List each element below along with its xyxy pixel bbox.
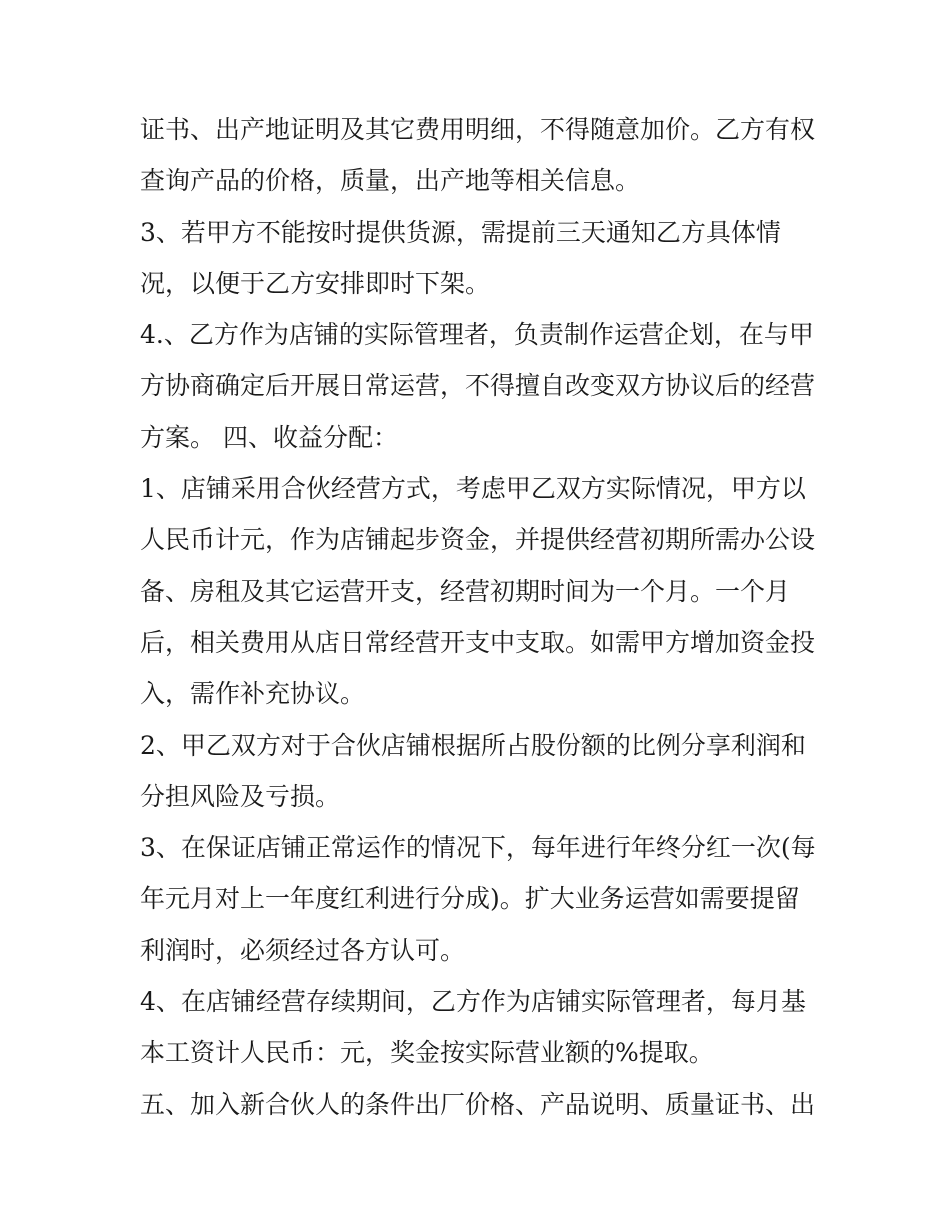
document-body — [140, 104, 820, 1130]
text-line: 本工资计人民币：元，奖金按实际营业额的%提取。 — [140, 1038, 714, 1068]
text-line: 4.、乙方作为店铺的实际管理者，负责制作运营企划，在与甲 — [140, 320, 814, 350]
text-line: 五、加入新合伙人的条件出厂价格、产品说明、质量证书、出 — [140, 1089, 816, 1119]
text-line: 2、甲乙双方对于合伙店铺根据所占股份额的比例分享利润和 — [140, 730, 806, 760]
text-line: 人民币计元，作为店铺起步资金，并提供经营初期所需办公设 — [140, 525, 816, 555]
text-line: 利润时，必须经过各方认可。 — [140, 935, 466, 965]
text-line: 后，相关费用从店日常经营开支中支取。如需甲方增加资金投 — [140, 627, 816, 657]
text-line: 备、房租及其它运营开支，经营初期时间为一个月。一个月 — [140, 576, 791, 606]
text-line: 4、在店铺经营存续期间，乙方作为店铺实际管理者，每月基 — [140, 987, 806, 1017]
text-line: 方案。 四、收益分配： — [140, 422, 398, 452]
text-line: 方协商确定后开展日常运营，不得擅自改变双方协议后的经营 — [140, 371, 816, 401]
text-line: 1、店铺采用合伙经营方式，考虑甲乙双方实际情况，甲方以 — [140, 474, 806, 504]
text-line: 入，需作补充协议。 — [140, 679, 366, 709]
text-line: 分担风险及亏损。 — [140, 781, 341, 811]
text-line: 查询产品的价格，质量，出产地等相关信息。 — [140, 166, 641, 196]
text-line: 证书、出产地证明及其它费用明细，不得随意加价。乙方有权 — [140, 115, 816, 144]
text-line: 3、若甲方不能按时提供货源，需提前三天通知乙方具体情 — [140, 217, 781, 247]
text-line: 况，以便于乙方安排即时下架。 — [140, 268, 491, 298]
text-line: 年元月对上一年度红利进行分成)。扩大业务运营如需要提留 — [140, 884, 800, 914]
text-line: 3、在保证店铺正常运作的情况下，每年进行年终分红一次(每 — [140, 833, 816, 863]
